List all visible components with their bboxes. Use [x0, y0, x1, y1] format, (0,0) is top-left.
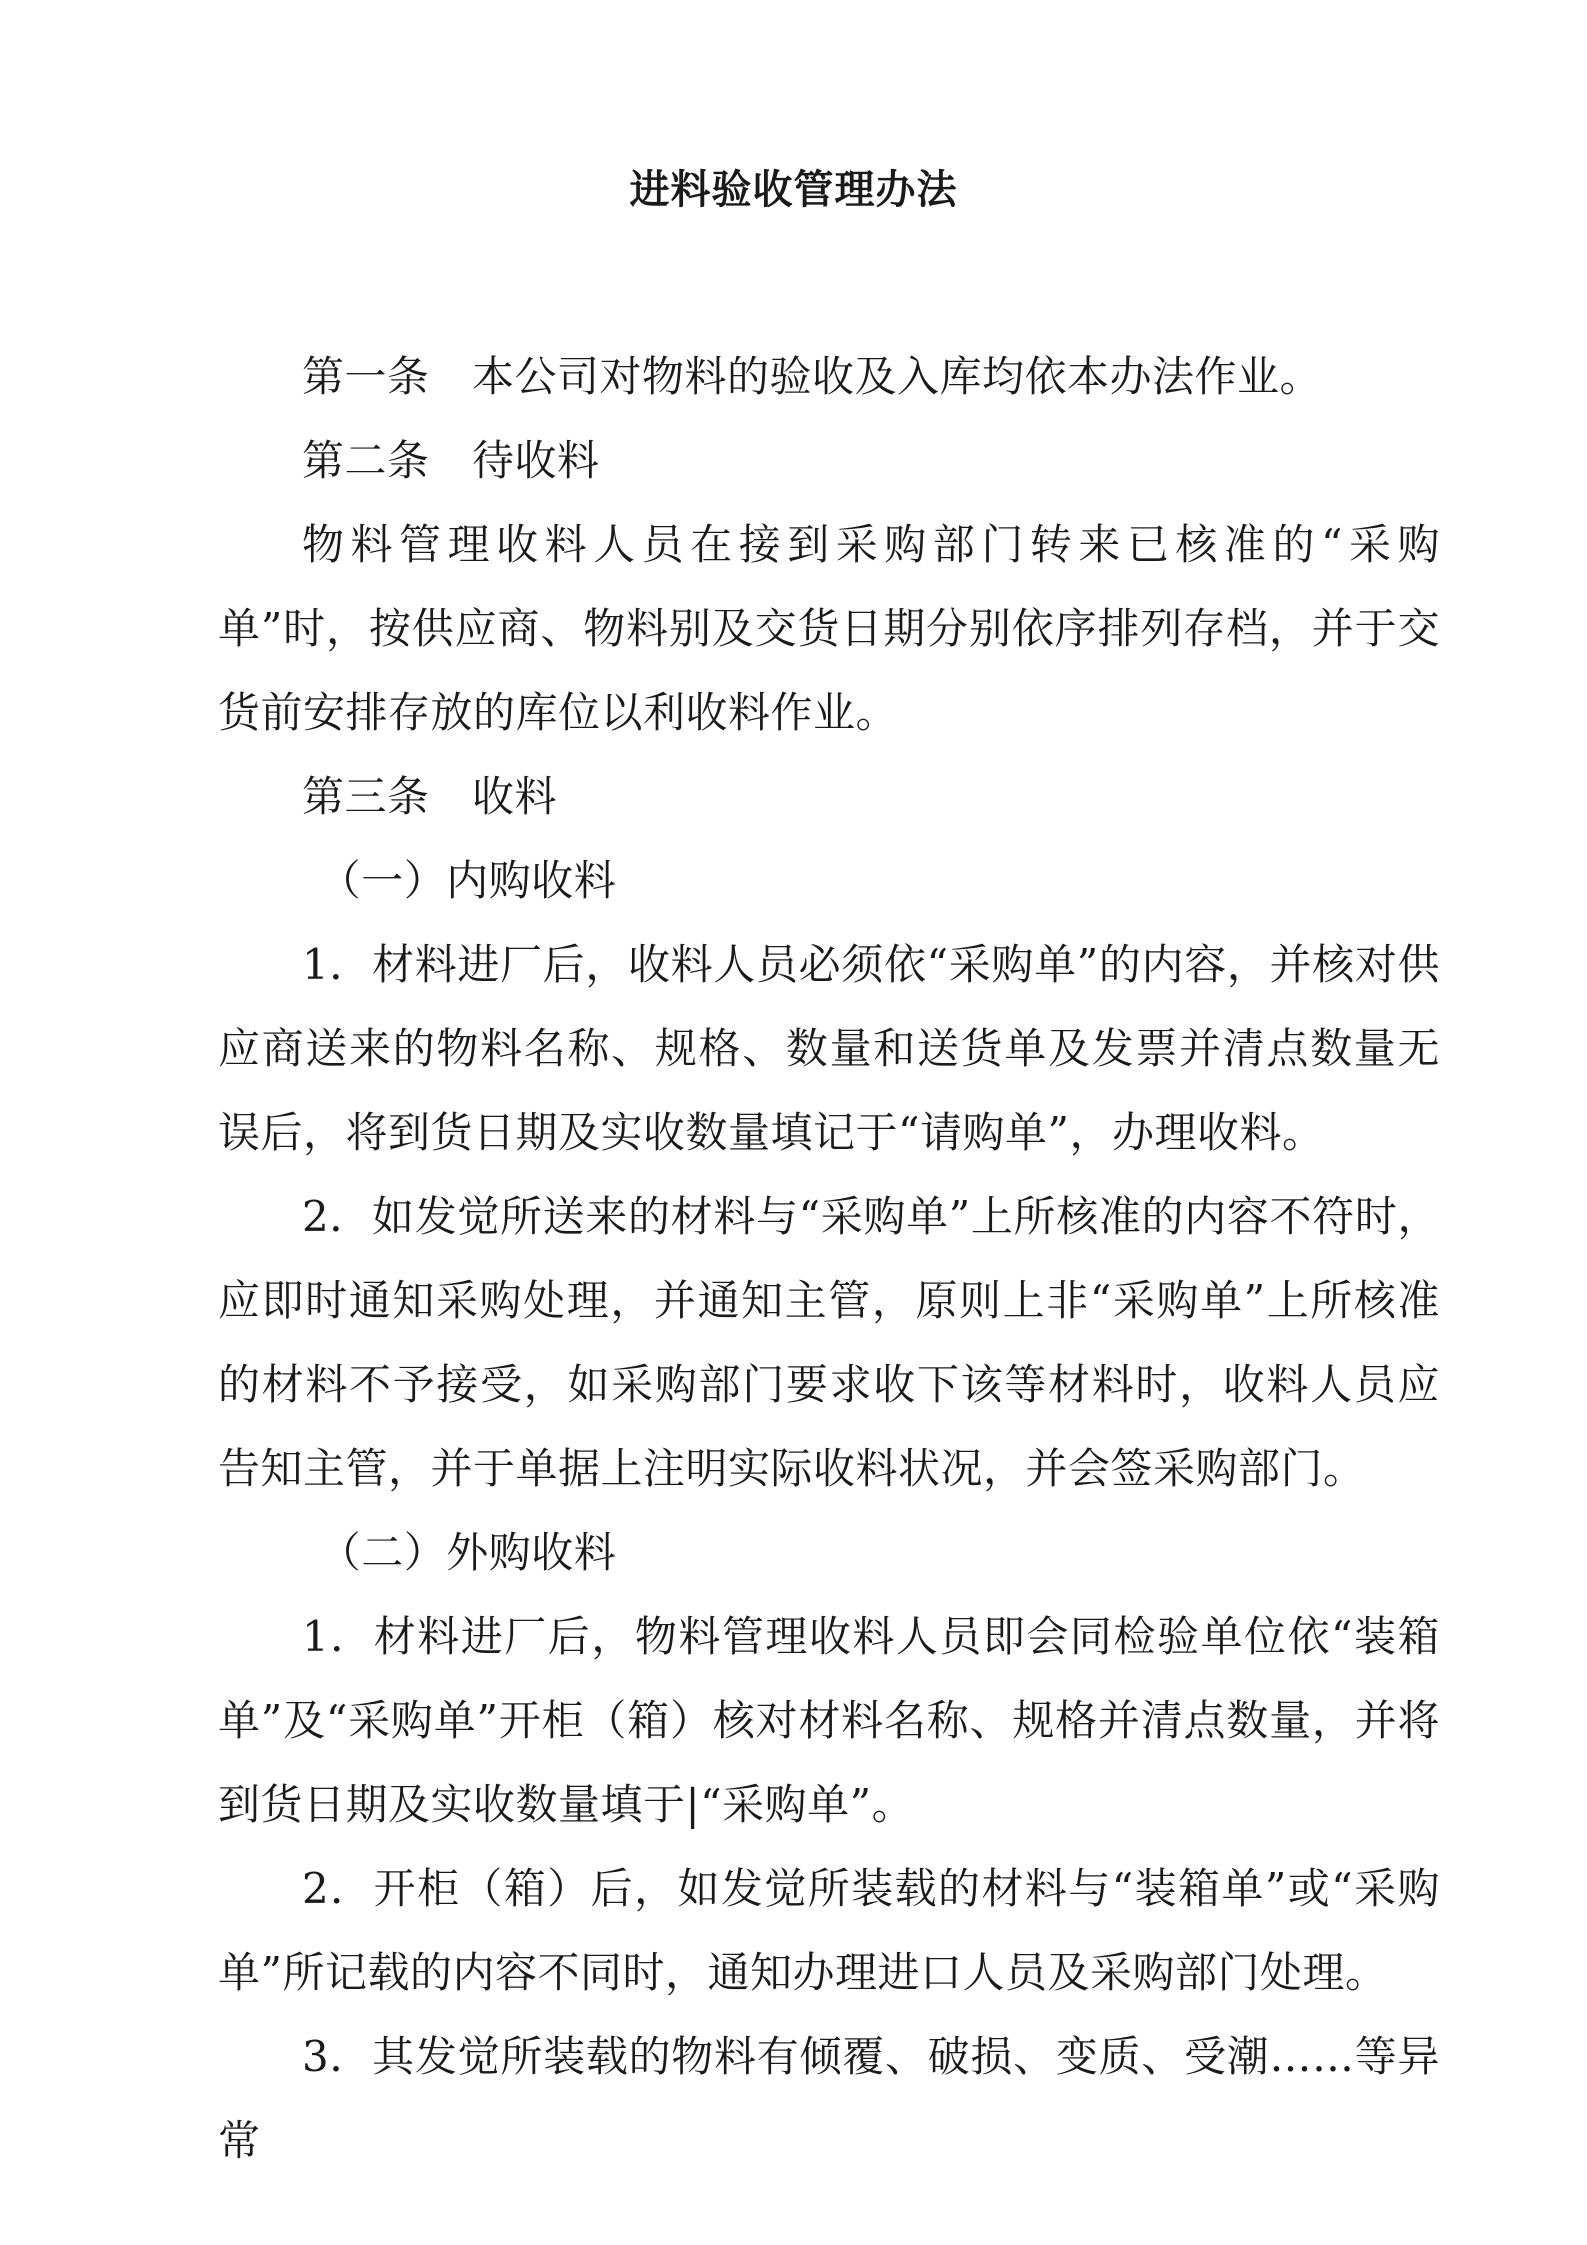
foreign-item-3: 3．其发觉所装载的物料有倾覆、破损、变质、受潮……等异常	[218, 2032, 1440, 2165]
foreign-item-1: 1．材料进厂后，物料管理收料人员即会同检验单位依“装箱单”及“采购单”开柜（箱）核对材料名称、规格并清点数量，并将到货日期及实收数量填于|“采购单”。	[218, 1612, 1440, 1829]
article-2-heading: 第二条 待收料	[302, 436, 600, 485]
section-domestic-heading: （一）内购收料	[318, 856, 617, 905]
document-title: 进料验收管理办法	[629, 167, 958, 213]
article-2-paragraph: 物料管理收料人员在接到采购部门转来已核准的“采购单”时，按供应商、物料别及交货日期分别依序排列存档，并于交货前安排存放的库位以利收料作业。	[218, 520, 1440, 737]
foreign-item-2: 2．开柜（箱）后，如发觉所装载的材料与“装箱单”或“采购单”所记载的内容不同时，通知办理进口人员及采购部门处理。	[218, 1864, 1440, 1997]
domestic-item-2: 2．如发觉所送来的材料与“采购单”上所核准的内容不符时，应即时通知采购处理，并通知主管，原则上非“采购单”上所核准的材料不予接受，如采购部门要求收下该等材料时，收料人员应告知主管，并于单据上注明实际收料状况，并会签采购部门。	[218, 1192, 1440, 1493]
document-body	[218, 335, 1440, 2183]
section-foreign-heading: （二）外购收料	[318, 1528, 617, 1577]
article-1-paragraph: 第一条 本公司对物料的验收及入库均依本办法作业。	[302, 352, 1323, 401]
domestic-item-1: 1．材料进厂后，收料人员必须依“采购单”的内容，并核对供应商送来的物料名称、规格、数量和送货单及发票并清点数量无误后，将到货日期及实收数量填记于“请购单”，办理收料。	[218, 940, 1440, 1157]
article-3-heading: 第三条 收料	[302, 772, 558, 821]
